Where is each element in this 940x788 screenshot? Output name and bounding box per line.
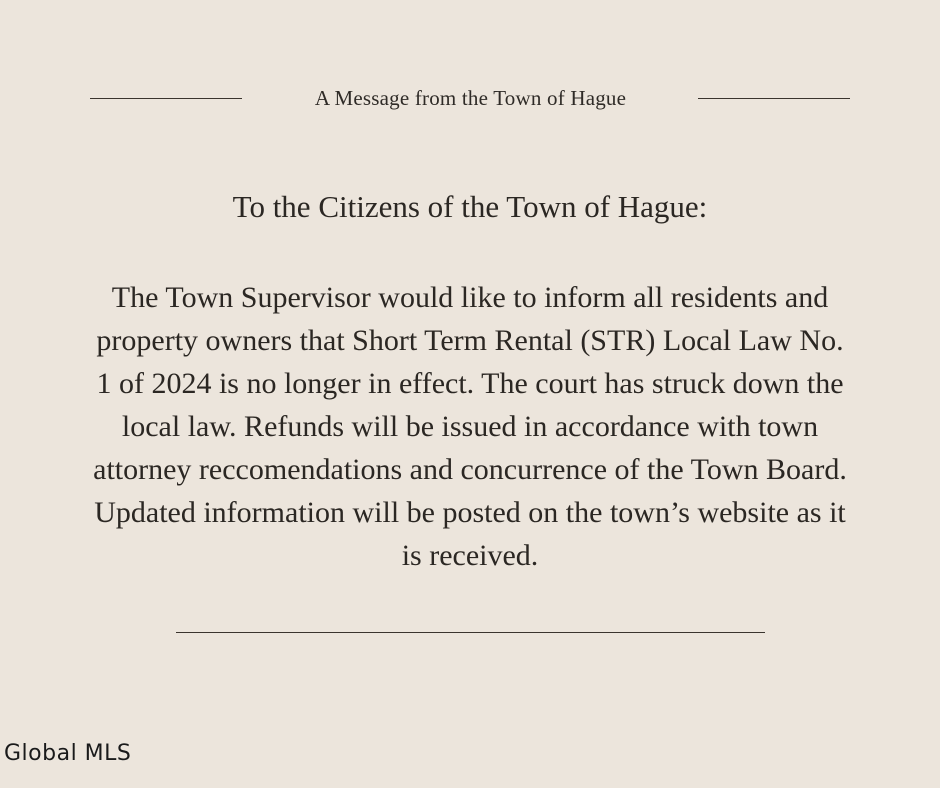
salutation: To the Citizens of the Town of Hague: <box>232 189 708 224</box>
watermark-label: Global MLS <box>4 741 132 766</box>
header <box>0 86 940 111</box>
message-body: The Town Supervisor would like to inform all residents and property owners that Short Term Rental (STR) Local Law No. 1 of 2024 is no longer in effect. The court has struck down the local law. Refunds will be issued in accordance with town attorney reccomendations and concurrence of the Town Board. Updated information will be posted on the town’s website as it is received. <box>93 281 847 572</box>
header-rule-right <box>698 98 850 99</box>
header-title: A Message from the Town of Hague <box>314 86 627 110</box>
header-rule-left <box>90 98 242 99</box>
bottom-divider <box>176 632 765 633</box>
